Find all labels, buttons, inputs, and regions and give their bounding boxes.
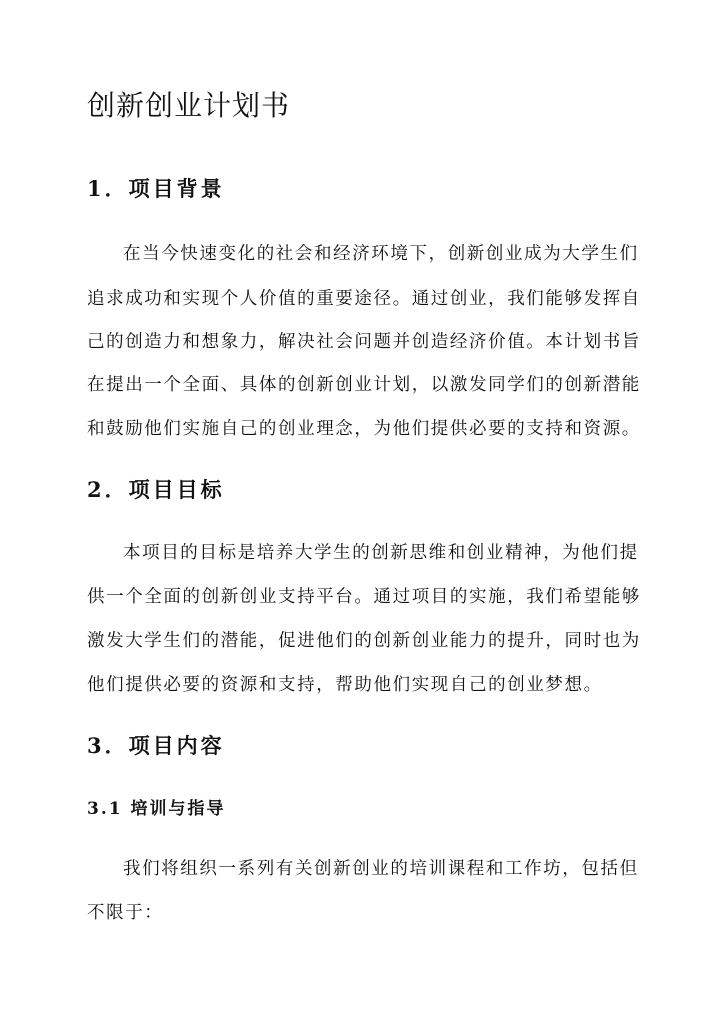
subsection-heading-training: 3.1 培训与指导	[87, 799, 226, 819]
paragraph-line: 激发大学生们的潜能，促进他们的创新创业能力的提升，同时也为	[87, 631, 641, 651]
paragraph-line: 本项目的目标是培养大学生的创新思维和创业精神，为他们提	[123, 543, 639, 563]
paragraph-line: 不限于：	[87, 903, 164, 923]
paragraph-line: 我们将组织一系列有关创新创业的培训课程和工作坊，包括但	[123, 859, 639, 879]
section-heading-background: 1．项目背景	[87, 176, 225, 201]
paragraph-line: 己的创造力和想象力，解决社会问题并创造经济价值。本计划书旨	[87, 332, 641, 352]
document-title: 创新创业计划书	[87, 89, 291, 122]
section-heading-goals: 2．项目目标	[87, 477, 225, 502]
paragraph-line: 在当今快速变化的社会和经济环境下，创新创业成为大学生们	[123, 244, 639, 264]
paragraph-line: 供一个全面的创新创业支持平台。通过项目的实施，我们希望能够	[87, 587, 641, 607]
paragraph-line: 追求成功和实现个人价值的重要途径。通过创业，我们能够发挥自	[87, 289, 641, 309]
section-heading-content: 3．项目内容	[87, 733, 225, 758]
paragraph-line: 在提出一个全面、具体的创新创业计划，以激发同学们的创新潜能	[87, 375, 641, 395]
paragraph-line: 和鼓励他们实施自己的创业理念，为他们提供必要的支持和资源。	[87, 419, 641, 439]
paragraph-line: 他们提供必要的资源和支持，帮助他们实现自己的创业梦想。	[87, 675, 603, 695]
